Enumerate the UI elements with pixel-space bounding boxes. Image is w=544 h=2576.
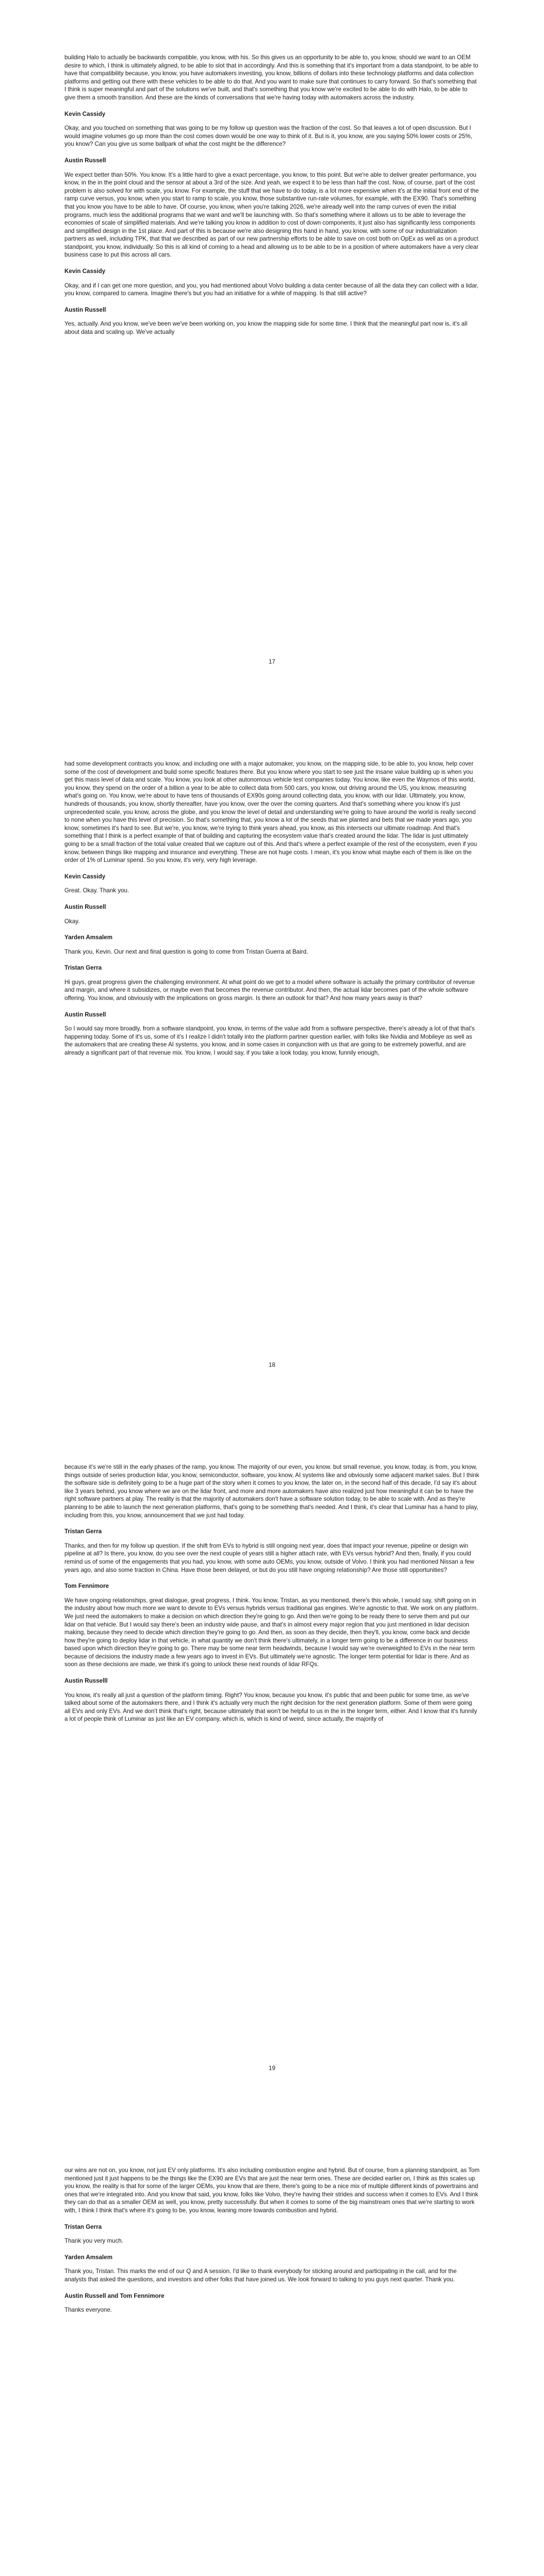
page-content <box>64 1463 480 1732</box>
transcript-paragraph: Okay, and you touched on something that was going to be my follow up question was the fraction of the cost. So that leaves a lot of open discussion. But I would imagine volumes go up more than the cost comes down would be one way to think of it. But is it, you know, are you saying 50% lower costs or 25%, you know? Can you give us some ballpark of what the cost might be the difference? <box>64 125 472 148</box>
speaker-name: Kevin Cassidy <box>64 873 106 880</box>
transcript-paragraph: We expect better than 50%. You know. It's a little hard to give a exact percentage, you know, to this point. But we're able to deliver greater performance, you know, in the in the point cloud and the sensor at about a 3rd of the size. And yeah, we expect it to be less than half the cost. Now, of course, part of the cost problem is also solved for with scale, you know. For example, the stuff that we have to do today, is a lot more expensive when it's at the initial front end of the ramp curve versus, you know, when you start to ramp to scale, you know, those substantive run-rate volumes, for example, with the EX90. That's something that you know you have to be able to have. Of course, you know, when you're talking 2026, we're already well into the ramp curves of even the initial programs, much less the additional programs that we want and we'll be launching with. So that's something where it allows us to be able to leverage the economies of scale of simplified materials. And we're talking you know in addition to cost of down components, it just also has significantly less components and simplified design in the 1st place. And part of this is because we're also designing this hand in hand, you know, with some of our industrialization partners as well, including TPK, that that we described as part of our new partnership efforts to be able to save on cost both on OpEx as well as on a product standpoint, you know, individually. So this is all kind of coming to a head and allowing us to be able to be in a position of where automakers have a very clear business case to put this across all cars. <box>64 171 479 259</box>
speaker-name: Yarden Amsalem <box>64 934 113 941</box>
speaker-name: Austin Russell and Tom Fennimore <box>64 2292 164 2299</box>
page-content <box>64 2166 480 2323</box>
page-number: 19 <box>269 2065 275 2072</box>
transcript-paragraph: Hi guys, great progress given the challenging environment. At what point do we get to a model where software is actually the primary contributor of revenue and margin, and where it subsidizes, or maybe even that becomes the revenue contributor. And then, the actual lidar becomes part of the whole software offering. You know, and obviously with the implications on gross margin. Is there an outlook for that? And how many years away is that? <box>64 978 475 1002</box>
speaker-name: Austin Russell <box>64 157 106 164</box>
transcript-paragraph: building Halo to actually be backwards compatible, you know, with his. So this gives us an opportunity to be able to, you know, should we want to an OEM desire to which, I think is ultimately aligned, to be able to slot that in accordingly. And this is something that it's important from a data standpoint, to be able to have that compatibility because, you know, you have automakers investing, you know, billions of dollars into these technology platforms and data collection platforms and getting out there with these vehicles to be able to do that. And you want to make sure that continues to carry forward. So that's something that I think is super meaningful and part of the solutions we've built, and that's something that you know we're excited to be able to do with Halo, to be able to give them a smooth transition. And these are the kinds of conversations that we're having today with automakers across the industry. <box>64 54 479 101</box>
transcript-paragraph: Great. Okay. Thank you. <box>64 887 129 894</box>
speaker-name: Kevin Cassidy <box>64 110 106 117</box>
speaker-name: Yarden Amsalem <box>64 2253 113 2261</box>
transcript-paragraph: You know, it's really all just a question of the platform timing. Right? You know, because you know, it's public that and been public for some time, as we've talked about some of the automakers there, and I think it's actually very much the right decision for the next generation platform. Some of them were going all EVs and only EVs. And we don't think that's right, because ultimately that won't be helpful to us in the in the longer term, either. And I know that it's funnily a lot of people think of Luminar as just like an EV company, which is, which is kind of weird, since actually, the majority of <box>64 1691 477 1723</box>
transcript-paragraph: Okay, and if I can get one more question, and you, you had mentioned about Volvo building a data center because of all the data they can collect with a lidar, you know, compared to camera. Imagine there's but you had an initiative for a while of mapping. Is that still active? <box>64 282 479 297</box>
page-number: 17 <box>269 658 275 665</box>
speaker-name: Tristan Gerra <box>64 2223 102 2230</box>
speaker-name: Austin Russell <box>64 1011 106 1018</box>
transcript-paragraph: We have ongoing relationships, great dialogue, great progress, I think. You know, Tristan, as you mentioned, there's this whole, I would say, shift going on in the industry about how much more we want to devote to EVs versus hybrids versus traditional gas engines. We're agnostic to that. We work on any platform. We just need the automakers to make a decision on which direction they're going to go. And then we're going to be ready there to serve them and put our lidar on that vehicle. But I would say there's been an industry wide pause, and that's in almost every major region that you just mentioned in lidar decision making, because they need to decide which direction they're going to go. And then, as soon as they decide, then they'll, you know, come back and decide how they're going to deploy lidar in that vehicle, in what quantity we don't think there's ultimately, in a longer term going to be a difference in our business based upon which direction they're going to go. There may be some near term headwinds, because I would say we're overweighted to EVs in the near term because of decisions the industry made a few years ago to invest in EVs. But ultimately we're agnostic. The longer term potential for lidar is there. And as soon as these decisions are made, we think it's going to unlock these next rounds of lidar RFQs. <box>64 1597 479 1668</box>
transcript-page-19 <box>0 1406 544 2110</box>
page-number: 18 <box>269 1362 275 1368</box>
page-content <box>64 54 480 345</box>
transcript-paragraph: had some development contracts you know, and including one with a major automaker, you know, on the mapping side, to be able to, you know, help cover some of the cost of development and build some specific features there. But you know where you start to see just the insane value building up is when you get this mass level of data and scale. You know, you look at other autonomous vehicle test companies today. You know, like even the Waymos of this world, you know, they spend on the order of a billion a year to be able to collect data from 500 cars, you know, out driving around the US, you know, measuring what's going on. You know, we're about to have tens of thousands of EX90s going around collecting data, you know, with our lidar. Ultimately, you know, hundreds of thousands, you know, shortly thereafter, have you know, over the over the coming quarters. And that's something where you know it's just unprecedented scale, you know, across the globe, and you know the level of detail and understanding we're going to have around the world is really second to none when you have this level of precision. So that's something that, you know a lot of the seeds that we planted and bets that we made years ago, you know, sometimes it's hard to see. But we're, you know, we're trying to think years ahead, you know, as this intersects our ultimate roadmap. And that's something that I think is a perfect example of that of building and capturing the ecosystem value that's created around the lidar. The lidar is just ultimately going to be a small fraction of the total value created that we capture out of this. And that's where a perfect example of the rest of the ecosystem, even if you know, between things like mapping and insurance and everything. These are not huge costs. I mean, it's you know what maybe each of them is like on the order of 1% of Luminar spend. So you know, it's very, very high leverage. <box>64 760 477 864</box>
transcript-paragraph: Yes, actually. And you know, we've been we've been working on, you know the mapping side for some time. I think that the meaningful part now is, it's all about data and scaling up. We've actually <box>64 320 468 336</box>
speaker-name: Austin Russelll <box>64 1677 108 1685</box>
page-content <box>64 760 480 1065</box>
speaker-name: Tristan Gerra <box>64 964 102 972</box>
transcript-page-18 <box>0 703 544 1406</box>
speaker-name: Austin Russell <box>64 903 106 910</box>
transcript-paragraph: Okay. <box>64 918 80 925</box>
transcript-page-17 <box>0 0 544 703</box>
speaker-name: Austin Russell <box>64 306 106 313</box>
transcript-paragraph: Thanks everyone. <box>64 2307 112 2314</box>
transcript-paragraph: Thank you, Kevin. Our next and final question is going to come from Tristan Guerra at Baird. <box>64 948 308 955</box>
transcript-paragraph: Thanks, and then for my follow up question. If the shift from EVs to hybrid is still ongoing next year, does that impact your revenue, pipeline or design win pipeline at all? Is there, you know, do you see over the next couple of years still a higher attach rate, with EVs versus hybrid? And then, finally, if you could remind us of some of the engagements that you had, you know, with some auto OEMs, you know, outside of Volvo. I think you had mentioned Nissan a few years ago, and also some traction in China. Have those been delayed, or but do you still have ongoing relationship? Are those still opportunities? <box>64 1542 474 1573</box>
transcript-paragraph: our wins are not on, you know, not just EV only platforms. It's also including combustion engine and hybrid. But of course, from a planning standpoint, as Tom mentioned just it just happens to be the things like the EX90 are EVs that are just the near term ones. These are decided earlier on, I think as this scales up you know, the reality is that for some of the larger OEMs, you know that are there, there's going to be a nice mix of multiple different kinds of powertrains and ones that we're integrated into. And you know that said, you know, folks like Volvo, they're having their strides and success when it comes to EVs. And I think they can do that as a smaller OEM as well, you know, pretty successfully. But when it comes to some of the big mainstream ones that we're starting to work with, I think I think that's where it's going to be, you know, leaning more towards combustion and hybrid. <box>64 2167 480 2214</box>
transcript-paragraph: Thank you, Tristan. This marks the end of our Q and A session. I'd like to thank everybody for sticking around and participating in the call, and for the analysts that asked the questions, and investors and other folks that have joined us. We look forward to talking to you guys next quarter. Thank you. <box>64 2268 457 2283</box>
transcript-paragraph: because it's we're still in the early phases of the ramp, you know. The majority of our even, you know. but small revenue, you know, today, is from, you know, things outside of series production lidar, you know, semiconductor, software, you know, AI systems like and obviously some adjacent market sales. But I think the software side is definitely going to be a huge part of the story when it comes to you know, the later on, in the second half of this decade, I'd say it's about like 3 years behind, you know where we are on the lidar front, and more and more automakers have also realized just how meaningful it can be to have the right software partners at play. The reality is that the majority of automakers don't have a software solution today, to be able to scale with. And as they're planning to be able to launch the next generation platforms, that's going to be something that's needed. And I think, it's clear that Luminar has a hand to play, including from this, you know, announcement that we just had today. <box>64 1464 480 1519</box>
transcript-page-20 <box>0 2110 544 2576</box>
transcript-paragraph: So I would say more broadly, from a software standpoint, you know, in terms of the value add from a software perspective, there's already a lot of that that's happening today. Some of it's us, some of it's I realize I didn't totally into the platform partner question earlier, with folks like Nvidia and Mobileye as well as the automakers that are creating these AI systems, you know, and in some cases in conjunction with us that are going to be extremely powerful, and are already a significant part of that revenue mix. You know, I would say, if you take a look today, you know, funnily enough, <box>64 1025 475 1057</box>
transcript-paragraph: Thank you very much. <box>64 2238 124 2245</box>
speaker-name: Kevin Cassidy <box>64 268 106 275</box>
speaker-name: Tristan Gerra <box>64 1528 102 1535</box>
speaker-name: Tom Fennimore <box>64 1583 109 1590</box>
